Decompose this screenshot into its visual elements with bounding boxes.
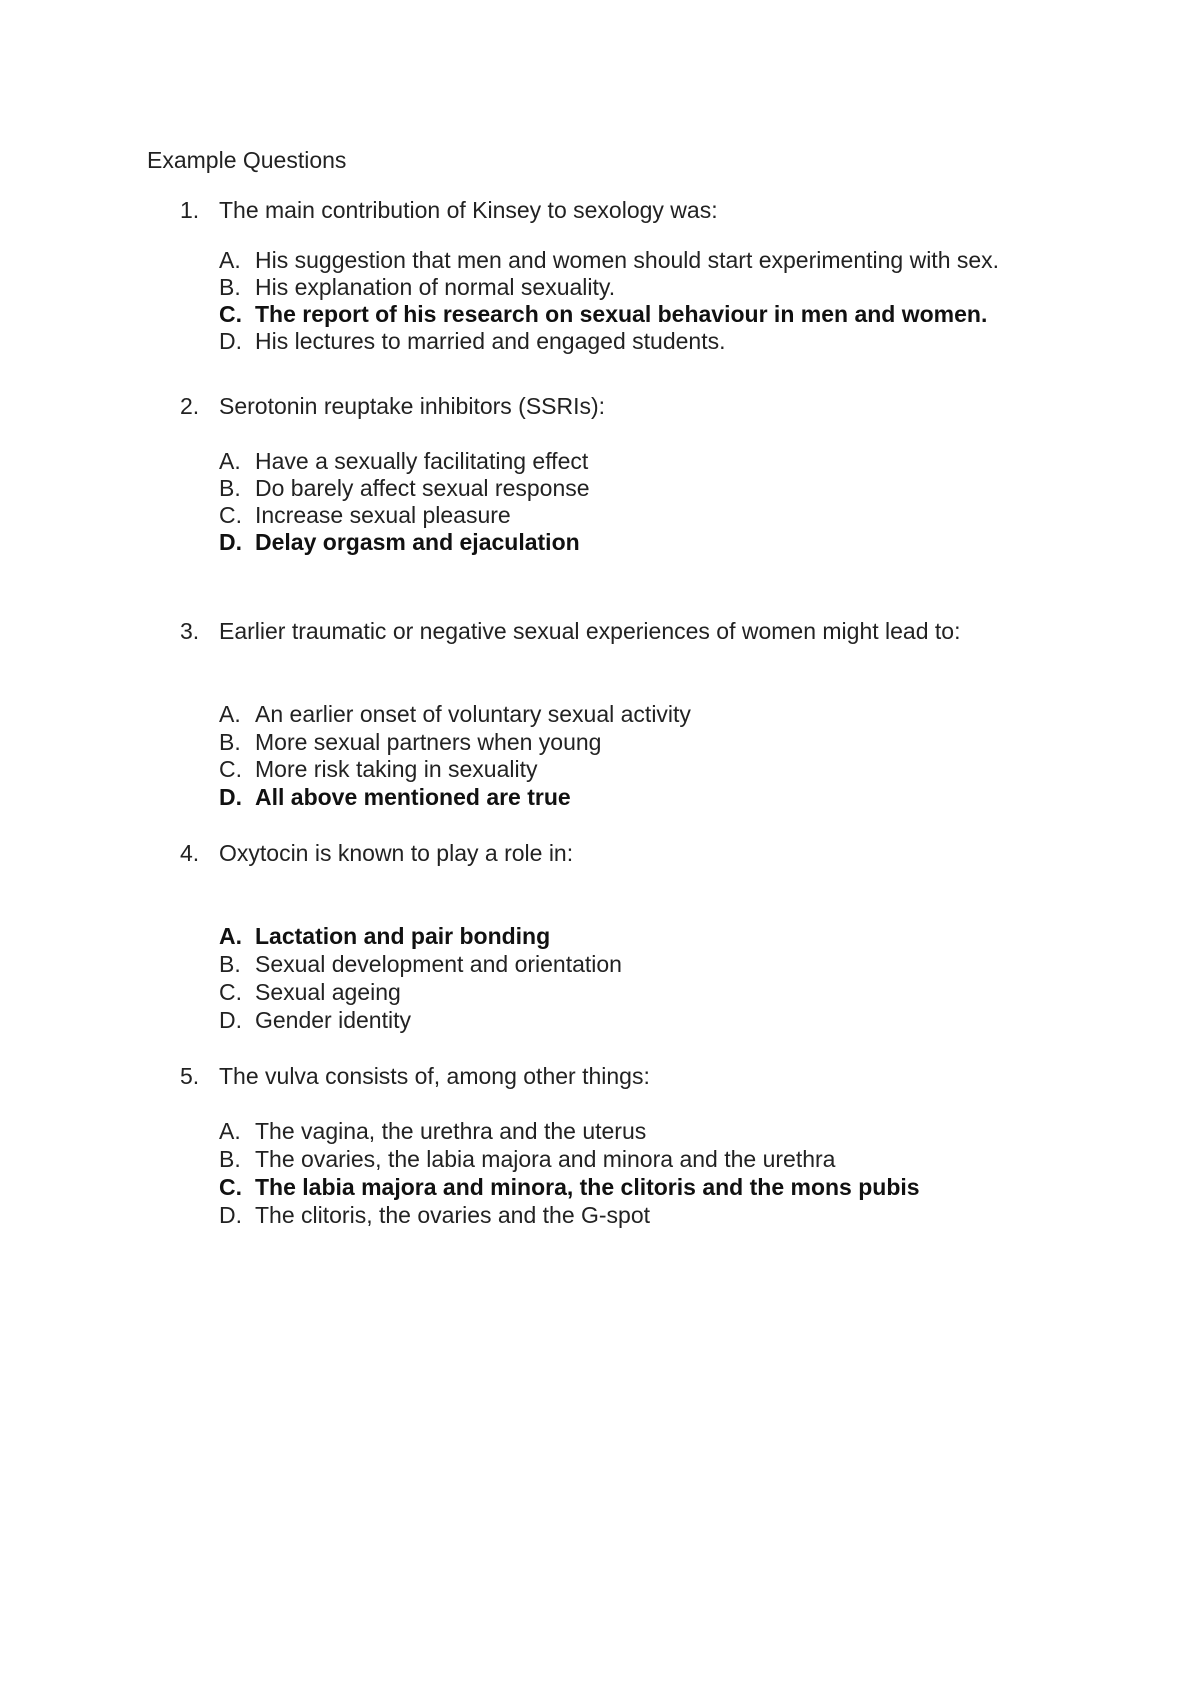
option-letter: C. [219,979,242,1005]
question-number: 5. [180,1063,200,1089]
question-number: 4. [180,840,200,866]
option-letter: C. [219,1174,242,1200]
option-text: The report of his research on sexual behaviour in men and women. [255,301,988,327]
option-letter: D. [219,529,242,555]
option-letter: B. [219,1146,241,1172]
option-letter: C. [219,756,242,782]
question-text: The vulva consists of, among other things: [219,1063,650,1089]
question-number: 2. [180,393,200,419]
option-letter: D. [219,784,242,810]
option-letter: C. [219,301,242,327]
option-text: His lectures to married and engaged students. [255,328,726,354]
option-text: His suggestion that men and women should start experimenting with sex. [255,247,1000,273]
option-letter: A. [219,448,241,474]
option-letter: D. [219,328,242,354]
option-letter: D. [219,1202,242,1228]
option-text: The ovaries, the labia majora and minora and the urethra [255,1146,836,1172]
option-text: More sexual partners when young [255,729,602,755]
option-text: Delay orgasm and ejaculation [255,529,580,555]
option-letter: D. [219,1007,242,1033]
option-text: More risk taking in sexuality [255,756,538,782]
option-text: The labia majora and minora, the clitoris and the mons pubis [255,1174,920,1200]
option-letter: A. [219,1118,241,1144]
option-letter: C. [219,502,242,528]
option-text: The vagina, the urethra and the uterus [255,1118,647,1144]
option-letter: B. [219,274,241,300]
question-text: The main contribution of Kinsey to sexology was: [219,197,718,223]
option-letter: A. [219,247,241,273]
option-text: An earlier onset of voluntary sexual activity [255,701,691,727]
option-letter: A. [219,923,242,949]
question-number: 3. [180,618,200,644]
question-text: Earlier traumatic or negative sexual experiences of women might lead to: [219,618,961,644]
question-text: Serotonin reuptake inhibitors (SSRIs): [219,393,606,419]
option-text: Sexual ageing [255,979,401,1005]
option-text: Sexual development and orientation [255,951,622,977]
option-letter: B. [219,475,241,501]
question-text: Oxytocin is known to play a role in: [219,840,574,866]
option-text: Increase sexual pleasure [255,502,511,528]
option-text: Have a sexually facilitating effect [255,448,589,474]
option-letter: A. [219,701,241,727]
option-text: Do barely affect sexual response [255,475,590,501]
option-text: His explanation of normal sexuality. [255,274,616,300]
option-text: The clitoris, the ovaries and the G-spot [255,1202,651,1228]
option-text: Lactation and pair bonding [255,923,551,949]
option-text: All above mentioned are true [255,784,571,810]
option-letter: B. [219,951,241,977]
page-title: Example Questions [147,147,347,173]
option-text: Gender identity [255,1007,411,1033]
question-number: 1. [180,197,200,223]
option-letter: B. [219,729,241,755]
